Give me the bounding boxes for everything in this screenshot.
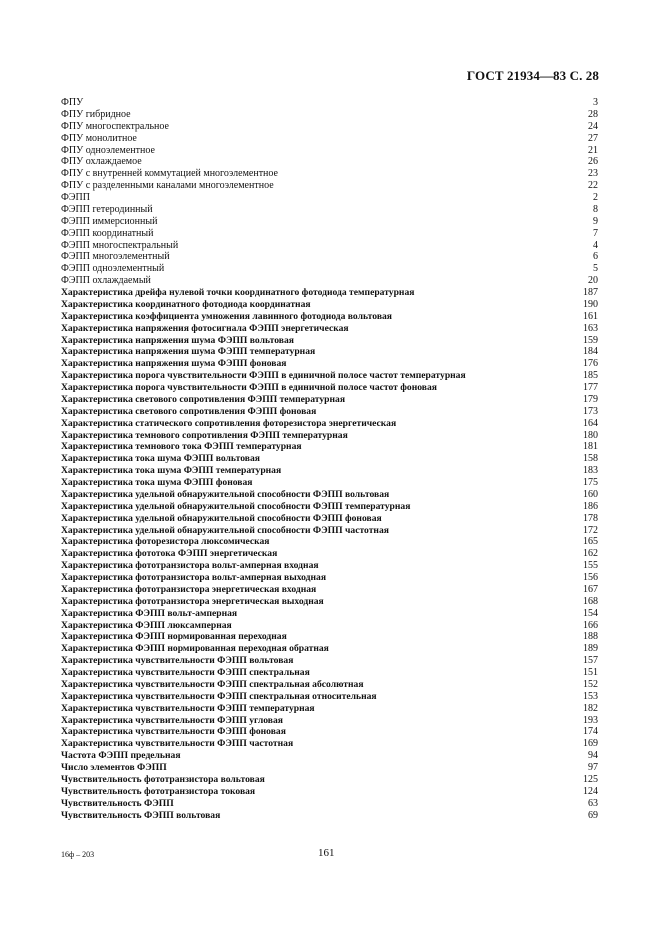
index-entry [61, 275, 598, 287]
print-code: 16ф – 203 [61, 850, 95, 859]
index-term: Характеристика светового сопротивления ФЭПП фоновая [61, 405, 317, 417]
index-term: Характеристика чувствительности ФЭПП частотная [61, 738, 294, 750]
index-page-number: 180 [583, 429, 598, 441]
index-page-number: 159 [583, 334, 598, 346]
index-entry [61, 584, 598, 596]
index-page-number: 176 [583, 358, 598, 370]
index-entry [61, 121, 598, 133]
index-page-number: 177 [583, 382, 598, 393]
index-page-number: 154 [583, 607, 598, 619]
index-term: Характеристика напряжения шума ФЭПП фоновая [61, 358, 287, 370]
index-page-number: 20 [588, 275, 598, 287]
index-term: ФЭПП [61, 192, 90, 203]
index-term: ФПУ [61, 97, 84, 108]
index-page-number: 181 [583, 441, 598, 453]
index-page-number: 28 [588, 108, 598, 120]
index-entry [61, 251, 598, 263]
index-entry [61, 216, 598, 228]
index-term: ФПУ гибридное [61, 108, 131, 120]
index-entry [61, 774, 598, 786]
index-page-number: 6 [593, 251, 598, 263]
index-entry [61, 738, 598, 750]
index-entry [61, 560, 598, 572]
index-term: ФПУ многоспектральное [61, 120, 169, 132]
index-page-number: 157 [583, 655, 598, 667]
index-entry [61, 441, 598, 453]
index-entry [61, 703, 598, 715]
index-entry [61, 631, 598, 643]
index-term: Характеристика чувствительности ФЭПП угловая [61, 714, 283, 726]
index-page-number: 21 [588, 144, 598, 156]
index-term: Характеристика темнового тока ФЭПП температурная [61, 441, 302, 453]
index-page-number: 169 [583, 738, 598, 750]
index-entry [61, 596, 598, 608]
index-entry [61, 536, 598, 548]
index-page-number: 160 [583, 488, 598, 500]
index-term: Характеристика напряжения шума ФЭПП температурная [61, 346, 316, 358]
index-page-number: 183 [583, 465, 598, 477]
index-term: ФПУ с разделенными каналами многоэлементное [61, 180, 274, 192]
index-term: Характеристика фоторезистора люксомическая [61, 536, 270, 548]
index-page-number: 9 [593, 215, 598, 227]
index-term: ФЭПП охлаждаемый [61, 275, 151, 287]
index-entry [61, 667, 598, 679]
index-entry [61, 240, 598, 252]
index-entry [61, 133, 598, 145]
index-term: Характеристика чувствительности ФЭПП спектральная абсолютная [61, 678, 364, 690]
index-term: ФЭПП одноэлементный [61, 263, 165, 275]
index-entry [61, 299, 598, 311]
index-term: Характеристика статического сопротивления фоторезистора энергетическая [61, 417, 397, 429]
index-entry [61, 228, 598, 240]
index-entry [61, 655, 598, 667]
index-term: Характеристика тока шума ФЭПП температурная [61, 465, 282, 477]
index-entry [61, 145, 598, 157]
index-term: ФПУ охлаждаемое [61, 156, 142, 168]
index-entry [61, 418, 598, 430]
index-term: Характеристика фототранзистора вольт-амперная входная [61, 560, 319, 572]
index-page-number: 187 [583, 287, 598, 298]
index-page-number: 69 [588, 809, 598, 821]
index-term: Характеристика удельной обнаружительной способности ФЭПП частотная [61, 524, 389, 536]
index-term: ФЭПП иммерсионный [61, 215, 158, 227]
index-entry [61, 323, 598, 335]
index-term: Характеристика темнового сопротивления ФЭПП температурная [61, 429, 348, 441]
index-page-number: 179 [583, 393, 598, 405]
index-page-number: 182 [583, 702, 598, 714]
index-entry [61, 156, 598, 168]
index-page-number: 22 [588, 180, 598, 192]
index-page-number: 163 [583, 322, 598, 334]
index-entry [61, 263, 598, 275]
index-entry [61, 513, 598, 525]
index-entry [61, 382, 598, 394]
index-page-number: 125 [583, 773, 598, 785]
index-page-number: 26 [588, 156, 598, 168]
index-term: Характеристика чувствительности ФЭПП температурная [61, 702, 315, 714]
index-page-number: 189 [583, 643, 598, 655]
index-page-number: 167 [583, 583, 598, 595]
page-number: 161 [318, 847, 335, 859]
index-entry [61, 762, 598, 774]
index-entry [61, 358, 598, 370]
index-entry [61, 810, 598, 822]
index-entry [61, 525, 598, 537]
index-entry [61, 406, 598, 418]
index-entry [61, 394, 598, 406]
index-page-number: 155 [583, 560, 598, 572]
index-term: Характеристика светового сопротивления ФЭПП температурная [61, 393, 346, 405]
index-page-number: 158 [583, 453, 598, 465]
index-page-number: 164 [583, 417, 598, 429]
index-page-number: 178 [583, 512, 598, 524]
index-page-number: 63 [588, 797, 598, 809]
index-entry [61, 453, 598, 465]
index-entry [61, 192, 598, 204]
index-term: Характеристика тока шума ФЭПП вольтовая [61, 453, 260, 465]
index-term: Характеристика фототока ФЭПП энергетическая [61, 548, 278, 560]
index-page-number: 152 [583, 678, 598, 690]
index-page-number: 24 [588, 120, 598, 132]
index-entry [61, 620, 598, 632]
index-page-number: 165 [583, 536, 598, 548]
index-term: Характеристика удельной обнаружительной способности ФЭПП вольтовая [61, 488, 390, 500]
index-entry [61, 430, 598, 442]
index-page-number: 153 [583, 690, 598, 702]
index-term: Чувствительность фототранзистора вольтовая [61, 773, 265, 785]
index-term: Характеристика ФЭПП вольт-амперная [61, 607, 238, 619]
index-entry [61, 548, 598, 560]
index-entry [61, 204, 598, 216]
index-term: Характеристика фототранзистора энергетическая выходная [61, 595, 324, 607]
index-page-number: 186 [583, 500, 598, 512]
index-page-number: 161 [583, 310, 598, 322]
index-term: ФЭПП координатный [61, 227, 154, 239]
index-term: Характеристика чувствительности ФЭПП спектральная [61, 667, 310, 678]
index-page-number: 94 [588, 750, 598, 762]
index-page-number: 173 [583, 405, 598, 417]
index-term: Чувствительность ФЭПП [61, 797, 174, 809]
index-term: Характеристика порога чувствительности ФЭПП в единичной полосе частот температурная [61, 370, 466, 382]
index-entry [61, 335, 598, 347]
index-page-number: 168 [583, 595, 598, 607]
index-entry [61, 691, 598, 703]
index-term: Чувствительность фототранзистора токовая [61, 785, 256, 797]
index-entry [61, 311, 598, 323]
term-index-list [61, 97, 598, 821]
index-entry [61, 679, 598, 691]
index-term: Характеристика ФЭПП нормированная переходная [61, 631, 287, 643]
index-page-number: 166 [583, 619, 598, 631]
index-entry [61, 370, 598, 382]
index-entry [61, 180, 598, 192]
index-term: Характеристика удельной обнаружительной способности ФЭПП фоновая [61, 512, 382, 524]
index-page-number: 8 [593, 203, 598, 215]
index-entry [61, 477, 598, 489]
index-page-number: 184 [583, 346, 598, 358]
index-entry [61, 798, 598, 810]
index-term: Частота ФЭПП предельная [61, 750, 181, 762]
index-term: ФЭПП гетеродинный [61, 203, 153, 215]
index-page-number: 23 [588, 168, 598, 180]
index-page-number: 174 [583, 726, 598, 738]
index-term: Характеристика фототранзистора энергетическая входная [61, 583, 317, 595]
index-entry [61, 109, 598, 121]
index-entry [61, 643, 598, 655]
index-term: ФПУ одноэлементное [61, 144, 155, 156]
index-entry [61, 786, 598, 798]
index-term: Характеристика ФЭПП нормированная переходная обратная [61, 643, 329, 655]
index-entry [61, 97, 598, 109]
index-entry [61, 168, 598, 180]
index-entry [61, 501, 598, 513]
index-page-number: 4 [593, 239, 598, 251]
index-term: Число элементов ФЭПП [61, 762, 167, 773]
index-term: Характеристика ФЭПП люксамперная [61, 619, 232, 631]
index-term: ФПУ с внутренней коммутацией многоэлементное [61, 168, 278, 180]
index-page-number: 156 [583, 572, 598, 583]
index-entry [61, 489, 598, 501]
index-term: Характеристика напряжения фотосигнала ФЭПП энергетическая [61, 322, 349, 334]
index-page-number: 185 [583, 370, 598, 382]
index-term: Характеристика порога чувствительности ФЭПП в единичной полосе частот фоновая [61, 382, 437, 393]
index-page-number: 3 [593, 97, 598, 108]
index-page-number: 7 [593, 227, 598, 239]
index-entry [61, 608, 598, 620]
index-page-number: 5 [593, 263, 598, 275]
index-term: Характеристика коэффициента умножения лавинного фотодиода вольтовая [61, 310, 392, 322]
index-term: Характеристика чувствительности ФЭПП вольтовая [61, 655, 294, 667]
index-term: ФЭПП многоспектральный [61, 239, 179, 251]
index-page-number: 151 [583, 667, 598, 678]
index-term: Характеристика напряжения шума ФЭПП вольтовая [61, 334, 294, 346]
index-entry [61, 750, 598, 762]
index-page-number: 190 [583, 298, 598, 310]
index-page-number: 188 [583, 631, 598, 643]
index-page-number: 172 [583, 524, 598, 536]
index-entry [61, 287, 598, 299]
index-term: Характеристика тока шума ФЭПП фоновая [61, 477, 253, 488]
index-page-number: 162 [583, 548, 598, 560]
index-page-number: 175 [583, 477, 598, 488]
index-term: Характеристика удельной обнаружительной способности ФЭПП температурная [61, 500, 411, 512]
index-term: Характеристика фототранзистора вольт-амперная выходная [61, 572, 327, 583]
index-page-number: 124 [583, 785, 598, 797]
index-term: Характеристика дрейфа нулевой точки координатного фотодиода температурная [61, 287, 415, 298]
index-term: Чувствительность ФЭПП вольтовая [61, 809, 221, 821]
index-page-number: 2 [593, 192, 598, 203]
index-entry [61, 346, 598, 358]
index-page-number: 27 [588, 132, 598, 144]
index-entry [61, 715, 598, 727]
index-entry [61, 726, 598, 738]
index-entry [61, 465, 598, 477]
index-term: ФЭПП многоэлементный [61, 251, 170, 263]
index-term: ФПУ монолитное [61, 132, 137, 144]
index-entry [61, 572, 598, 584]
index-term: Характеристика чувствительности ФЭПП фоновая [61, 726, 286, 738]
index-term: Характеристика координатного фотодиода координатная [61, 298, 311, 310]
page-header: ГОСТ 21934—83 С. 28 [466, 68, 599, 83]
index-page-number: 193 [583, 714, 598, 726]
index-page-number: 97 [588, 762, 598, 773]
index-term: Характеристика чувствительности ФЭПП спектральная относительная [61, 690, 377, 702]
